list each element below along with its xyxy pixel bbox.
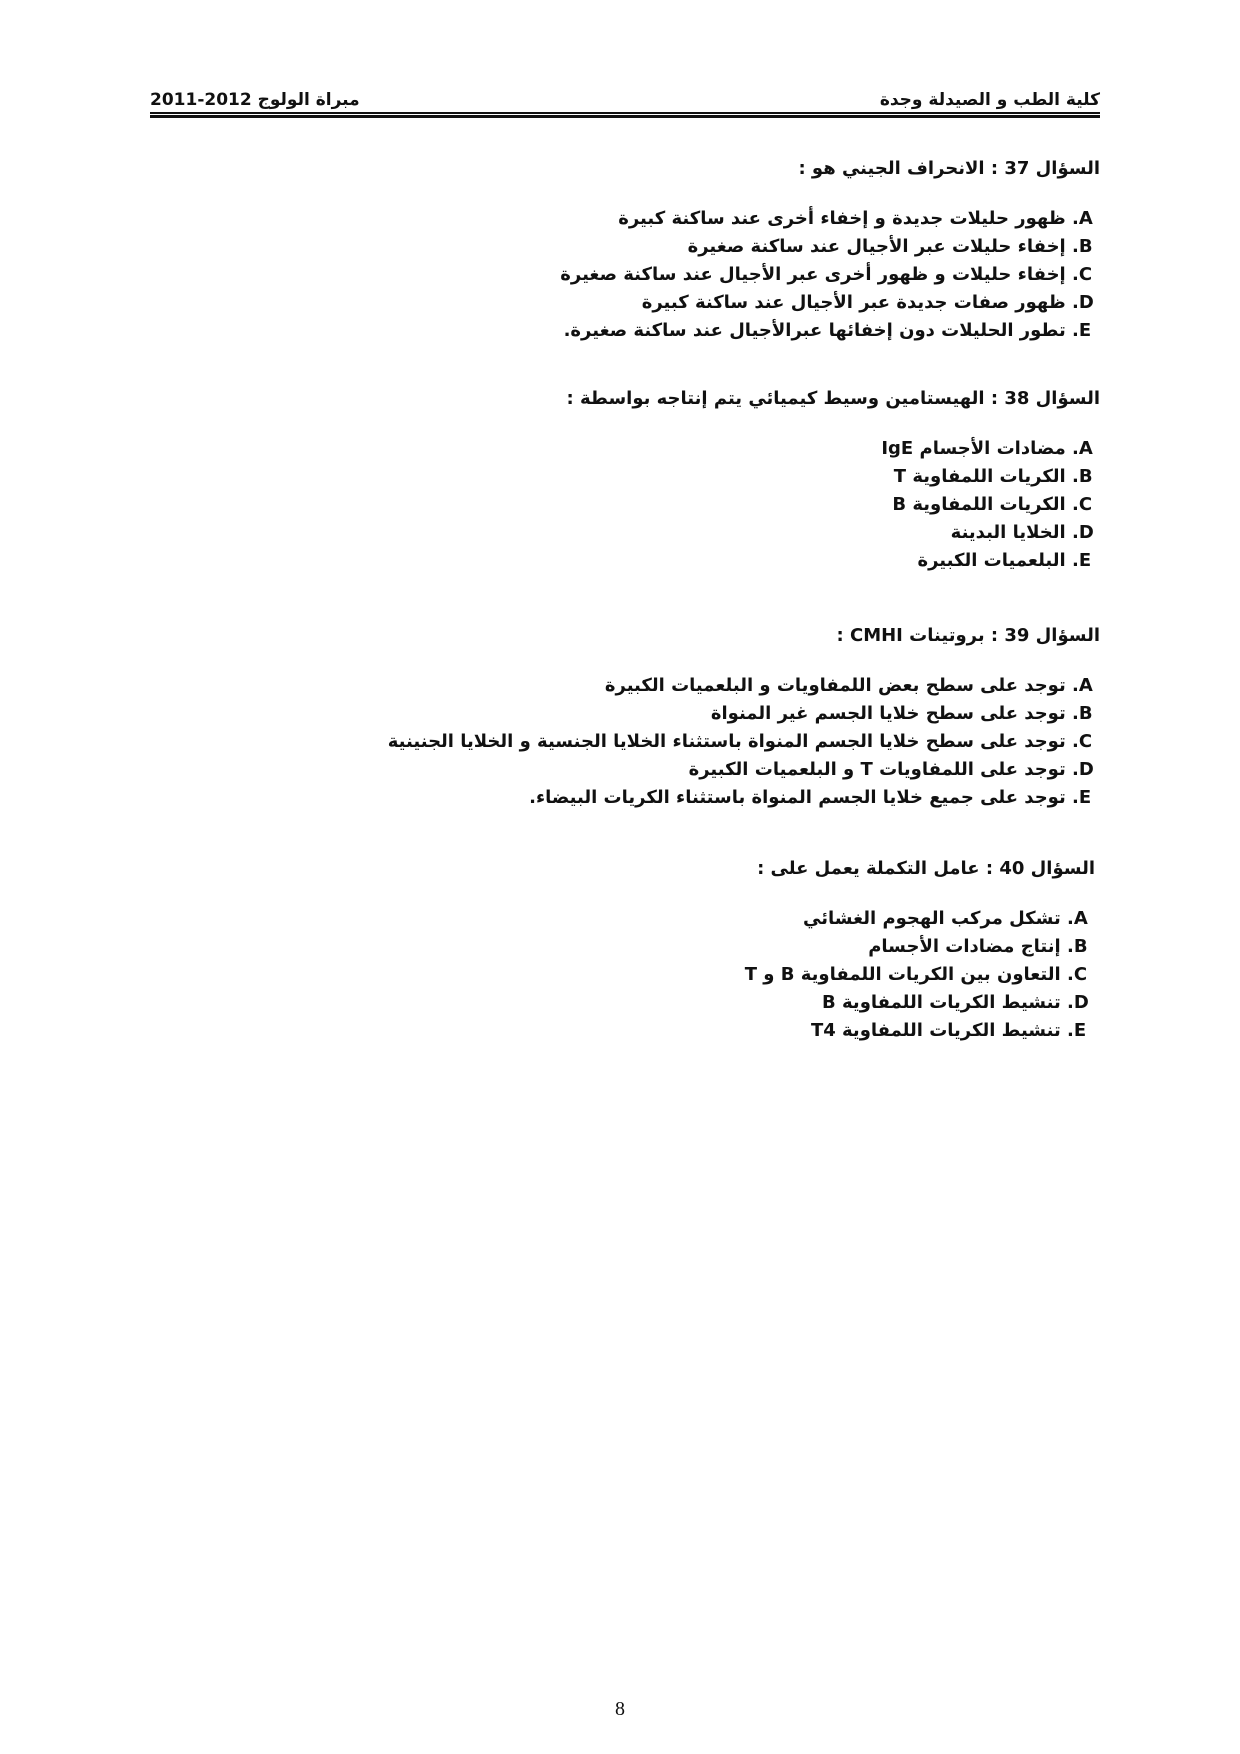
option-a [567,435,1100,463]
option-d [745,989,1095,1017]
page-header [150,84,1100,110]
option-letter: E. [1072,320,1092,341]
option-letter: A. [1072,208,1093,229]
option-d [388,756,1100,784]
option-b [560,233,1100,261]
question-39 [388,622,1100,812]
option-b [745,933,1095,961]
option-letter: A. [1072,675,1093,696]
option-letter: D. [1072,522,1094,543]
question-title: السؤال 39 : بروتينات CMHI : [836,625,1100,646]
option-text: الكريات اللمفاوية B [892,494,1066,515]
option-c [560,261,1100,289]
option-letter: A. [1072,438,1093,459]
header-divider [150,112,1100,118]
option-text: توجد على سطح خلايا الجسم غير المنواة [710,703,1066,724]
question-37 [560,155,1100,345]
option-e [388,784,1100,812]
option-b [388,700,1100,728]
option-e [560,317,1100,345]
option-letter: C. [1072,264,1093,285]
question-title: السؤال 37 : الانحراف الجيني هو : [798,158,1100,179]
option-letter: E. [1067,1020,1087,1041]
option-letter: C. [1072,494,1093,515]
question-40 [745,855,1095,1045]
page-number: 8 [615,1698,625,1720]
option-text: تشكل مركب الهجوم الغشائي [803,908,1061,929]
option-text: توجد على سطح بعض اللمفاويات و البلعميات الكبيرة [604,675,1066,696]
option-text: تنشيط الكريات اللمفاوية T4 [810,1020,1061,1041]
option-letter: B. [1067,936,1088,957]
exam-title: مبراة الولوج 2012-2011 [150,90,360,110]
option-text: تنشيط الكريات اللمفاوية B [822,992,1061,1013]
option-letter: B. [1072,703,1093,724]
option-text: توجد على اللمفاويات T و البلعميات الكبيرة [688,759,1066,780]
option-text: تطور الحليلات دون إخفائها عبرالأجيال عند ساكنة صغيرة. [563,320,1066,341]
option-letter: A. [1067,908,1088,929]
option-text: ظهور حليلات جديدة و إخفاء أخرى عند ساكنة كبيرة [618,208,1066,229]
option-text: إنتاج مضادات الأجسام [868,936,1061,957]
option-letter: E. [1072,787,1092,808]
option-letter: C. [1072,731,1093,752]
option-letter: D. [1067,992,1089,1013]
option-letter: B. [1072,236,1093,257]
option-text: توجد على جميع خلايا الجسم المنواة باستثناء الكريات البيضاء. [529,787,1066,808]
question-38 [567,385,1100,575]
option-text: توجد على سطح خلايا الجسم المنواة باستثناء الخلايا الجنسية و الخلايا الجنينية [387,731,1066,752]
option-text: إخفاء حليلات و ظهور أخرى عبر الأجيال عند ساكنة صغيرة [560,264,1066,285]
option-text: ظهور صفات جديدة عبر الأجيال عند ساكنة كبيرة [641,292,1066,313]
option-text: الكريات اللمفاوية T [893,466,1066,487]
option-c [567,491,1100,519]
option-text: البلعميات الكبيرة [917,550,1066,571]
option-d [567,519,1100,547]
option-letter: B. [1072,466,1093,487]
option-letter: C. [1067,964,1088,985]
option-letter: D. [1072,759,1094,780]
option-e [745,1017,1095,1045]
option-b [567,463,1100,491]
option-e [567,547,1100,575]
option-a [560,205,1100,233]
option-a [745,905,1095,933]
question-title: السؤال 38 : الهيستامين وسيط كيميائي يتم إنتاجه بواسطة : [566,388,1100,409]
option-text: الخلايا البدينة [950,522,1066,543]
question-title: السؤال 40 : عامل التكملة يعمل على : [757,858,1095,879]
option-c [388,728,1100,756]
option-text: مضادات الأجسام IgE [881,438,1066,459]
faculty-name: كلية الطب و الصيدلة وجدة [879,90,1100,110]
option-text: إخفاء حليلات عبر الأجيال عند ساكنة صغيرة [687,236,1066,257]
option-a [388,672,1100,700]
option-d [560,289,1100,317]
option-letter: E. [1072,550,1092,571]
option-text: التعاون بين الكريات اللمفاوية B و T [744,964,1061,985]
option-letter: D. [1072,292,1094,313]
option-c [745,961,1095,989]
